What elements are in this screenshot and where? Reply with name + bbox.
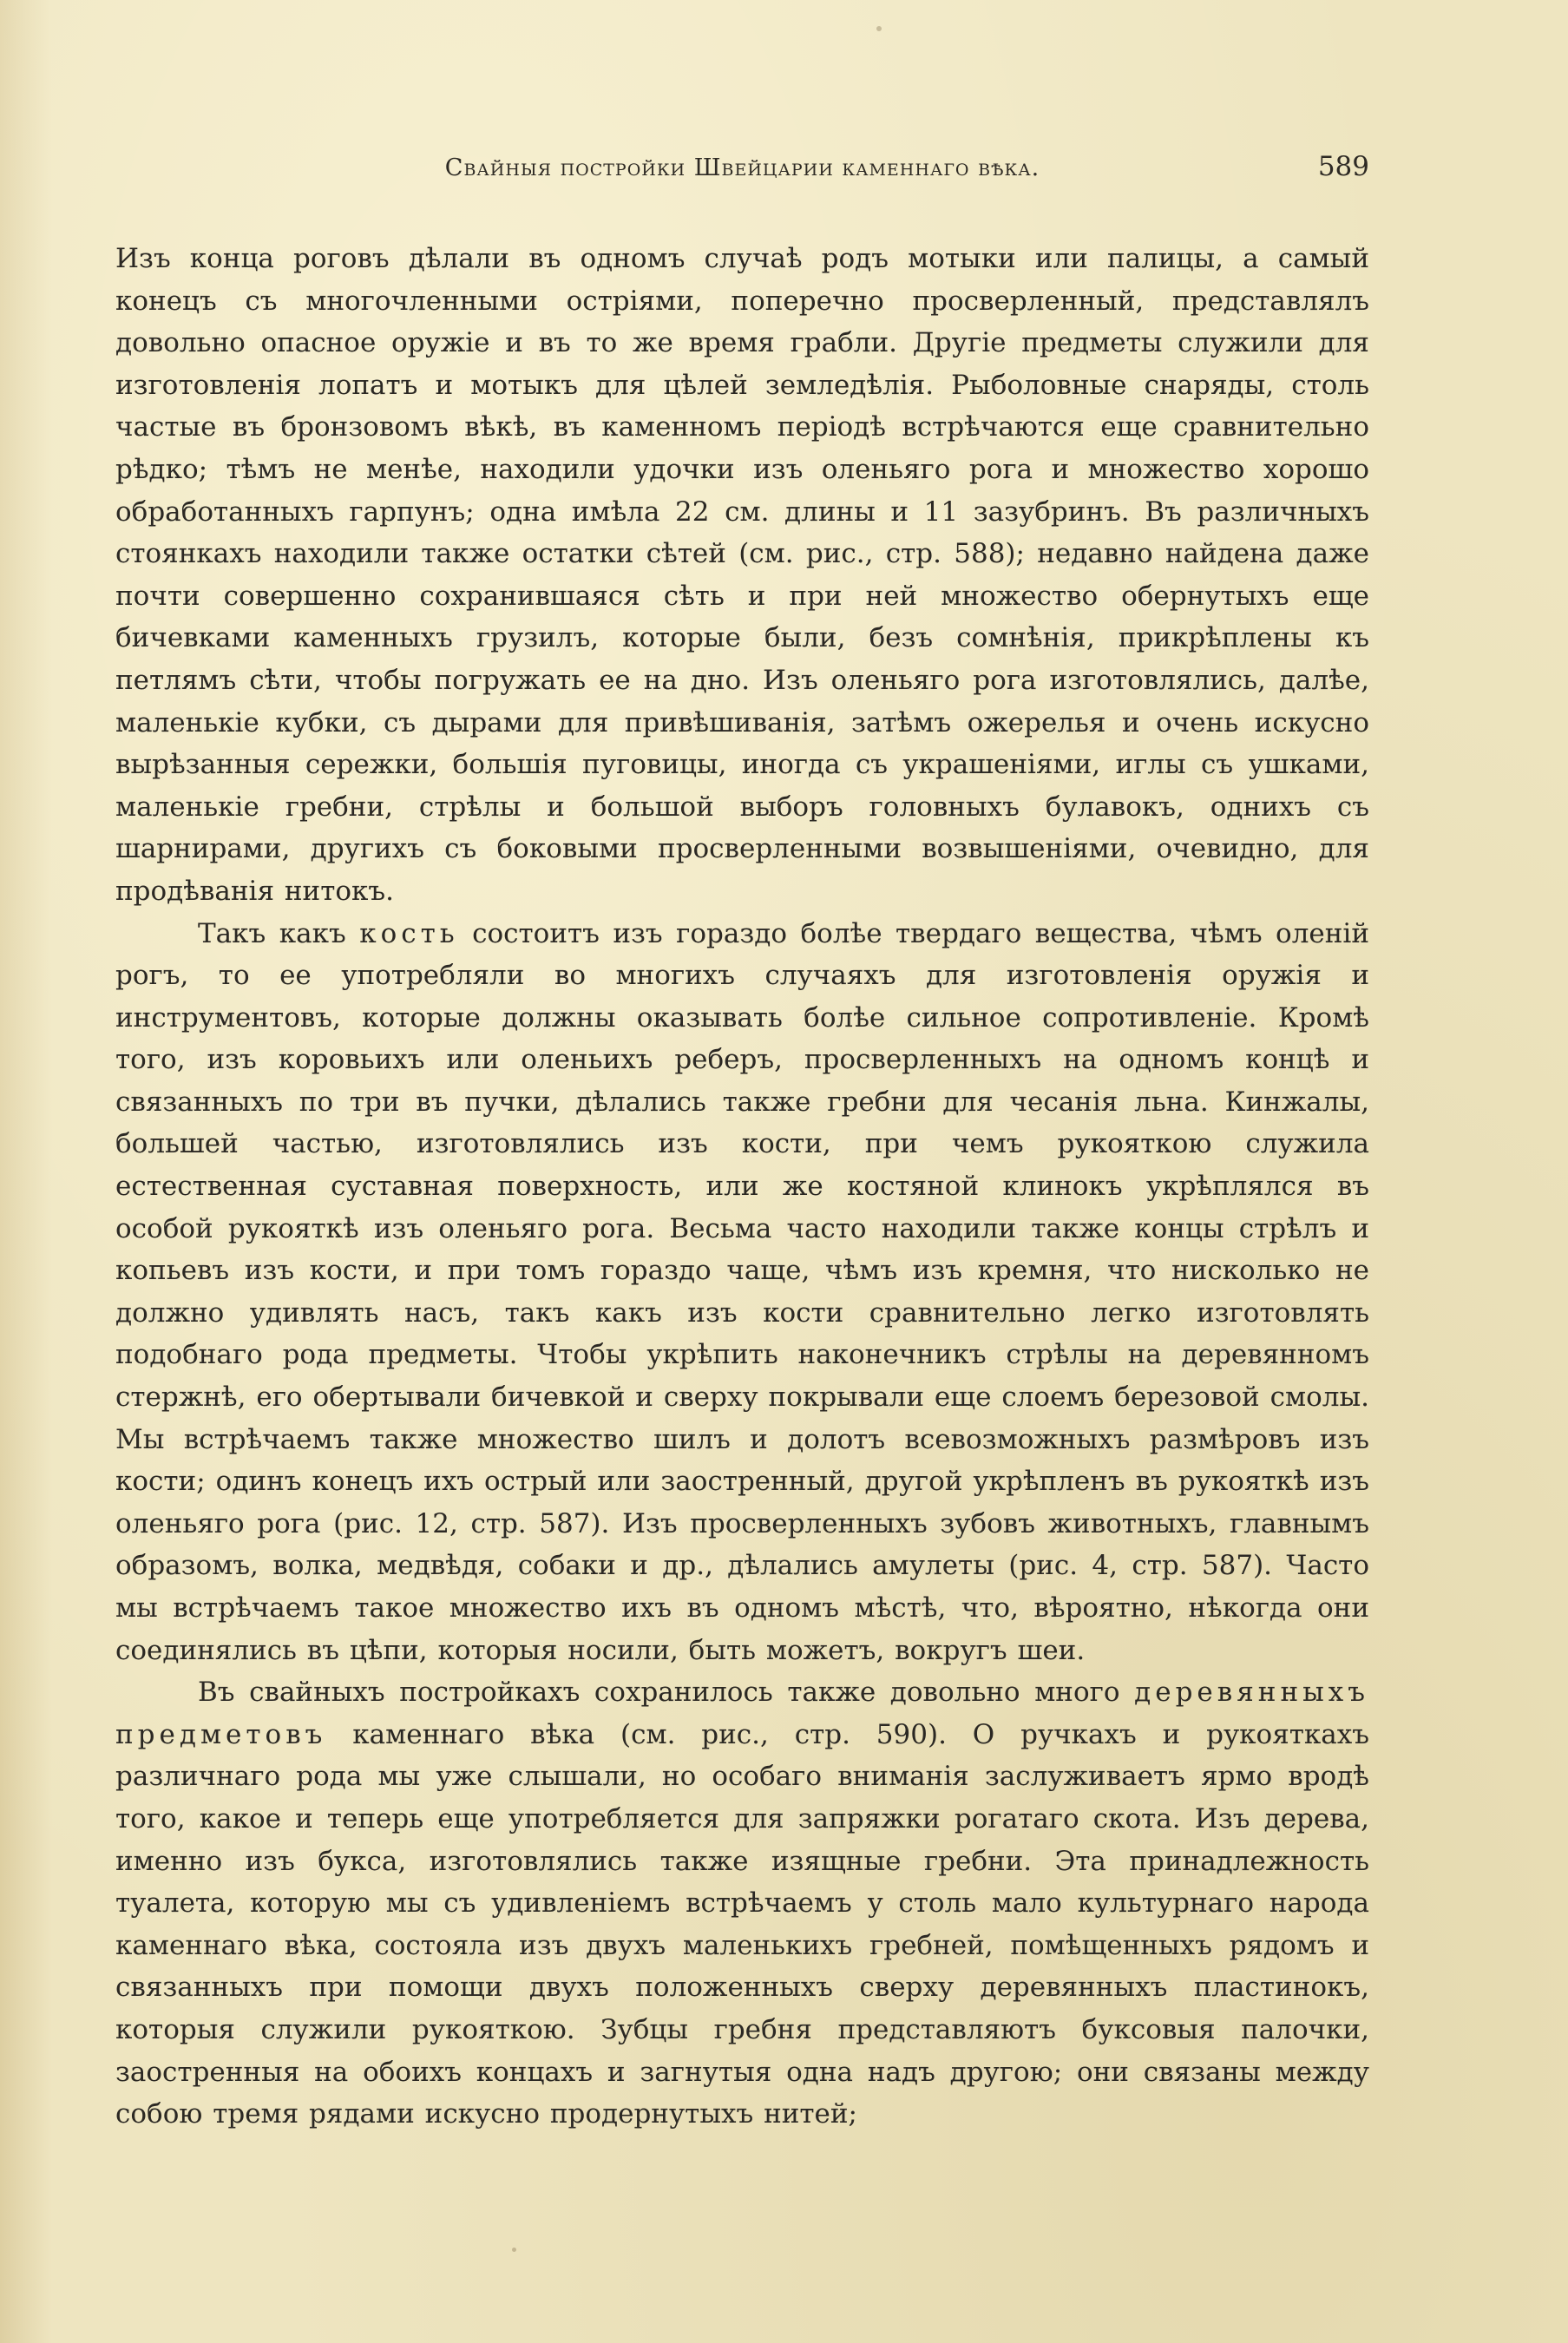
paragraph-text: Такъ какъ [198,917,360,949]
paragraph-text: состоитъ изъ гораздо болѣе твердаго вещества, чѣмъ оленій рогъ, то ее употребляли во многихъ случаяхъ для изготовленія оружія и инструментовъ, которые должны оказывать болѣе сильное сопротивленіе. Кромѣ того, изъ коровьихъ или оленьихъ реберъ, просверленныхъ на одномъ концѣ и связанныхъ по три въ пучки, дѣлались также гребни для чесанія льна. Кинжалы, большей частью, изготовлялись изъ кости, при чемъ рукояткою служила естественная суставная поверхность, или же костяной клинокъ укрѣплялся въ особой рукояткѣ изъ оленьяго рога. Весьма часто находили также концы стрѣлъ и копьевъ изъ кости, и при томъ гораздо чаще, чѣмъ изъ кремня, что нисколько не должно удивлять насъ, такъ какъ изъ кости сравнительно легко изготовлять подобнаго рода предметы. Чтобы укрѣпить наконечникъ стрѣлы на деревянномъ стержнѣ, его обертывали бичевкой и сверху покрывали еще слоемъ березовой смолы. Мы встрѣчаемъ также множество шилъ и долотъ всевозможныхъ размѣровъ изъ кости; одинъ конецъ ихъ острый или заостренный, другой укрѣпленъ въ рукояткѣ изъ оленьяго рога (рис. 12, стр. 587). Изъ просверленныхъ зубовъ животныхъ, главнымъ образомъ, волка, медвѣдя, собаки и др., дѣлались амулеты (рис. 4, стр. 587). Часто мы встрѣчаемъ такое множество ихъ въ одномъ мѣстѣ, что, вѣроятно, нѣкогда они соединялись въ цѣпи, которыя носили, быть можетъ, вокругъ шеи. [115,917,1369,1666]
emphasis-bone: кость [359,917,459,949]
running-title: Свайныя постройки Швейцарии каменнаго вѣка. [444,154,1040,181]
paper-speck [512,2248,516,2252]
running-head [115,151,1369,193]
paragraph-bone-tools [115,913,1369,1672]
body-text [115,238,1369,2136]
paragraph-wooden-objects [115,1671,1369,2136]
paragraph-text: Изъ конца роговъ дѣлали въ одномъ случаѣ родъ мотыки или палицы, а самый конецъ съ многочленными остріями, поперечно просверленный, представлялъ довольно опасное оружіе и въ то же время грабли. Другіе предметы служили для изготовленія лопатъ и мотыкъ для цѣлей земледѣлія. Рыболовные снаряды, столь частые въ бронзовомъ вѣкѣ, въ каменномъ періодѣ встрѣчаются еще сравнительно рѣдко; тѣмъ не менѣе, находили удочки изъ оленьяго рога и множество хорошо обработанныхъ гарпунъ; одна имѣла 22 см. длины и 11 зазубринъ. Въ различныхъ стоянкахъ находили также остатки сѣтей (см. рис., стр. 588); недавно найдена даже почти совершенно сохранившаяся сѣть и при ней множество обернутыхъ еще бичевками каменныхъ грузилъ, которые были, безъ сомнѣнія, прикрѣплены къ петлямъ сѣти, чтобы погружать ее на дно. Изъ оленьяго рога изготовлялись, далѣе, маленькіе кубки, съ дырами для привѣшиванія, затѣмъ ожерелья и очень искусно вырѣзанныя сережки, большія пуговицы, иногда съ украшеніями, иглы съ ушками, маленькіе гребни, стрѣлы и большой выборъ головныхъ булавокъ, однихъ съ шарнирами, другихъ съ боковыми просверленными возвышеніями, очевидно, для продѣванія нитокъ. [115,243,1369,907]
paragraph-horn-tools [115,238,1369,913]
paper-speck [876,26,882,31]
paragraph-text: каменнаго вѣка (см. рис., стр. 590). О ручкахъ и рукояткахъ различнаго рода мы уже слышали, но особаго вниманія заслуживаетъ ярмо вродѣ того, какое и теперь еще употребляется для запряжки рогатаго скота. Изъ дерева, именно изъ букса, изготовлялись также изящные гребни. Эта принадлежность туалета, которую мы съ удивленіемъ встрѣчаемъ у столь мало культурнаго народа каменнаго вѣка, состояла изъ двухъ маленькихъ гребней, помѣщенныхъ рядомъ и связанныхъ при помощи двухъ положенныхъ сверху деревянныхъ пластинокъ, которыя служили рукояткою. Зубцы гребня представляютъ буксовыя палочки, заостренныя на обоихъ концахъ и загнутыя одна надъ другою; они связаны между собою тремя рядами искусно продернутыхъ нитей; [115,1718,1369,2130]
page-number: 589 [1317,151,1369,182]
emphasis-wooden-objects: деревянныхъ предметовъ [115,1677,1369,1750]
paragraph-text: Въ свайныхъ постройкахъ сохранилось также довольно много [198,1677,1135,1709]
